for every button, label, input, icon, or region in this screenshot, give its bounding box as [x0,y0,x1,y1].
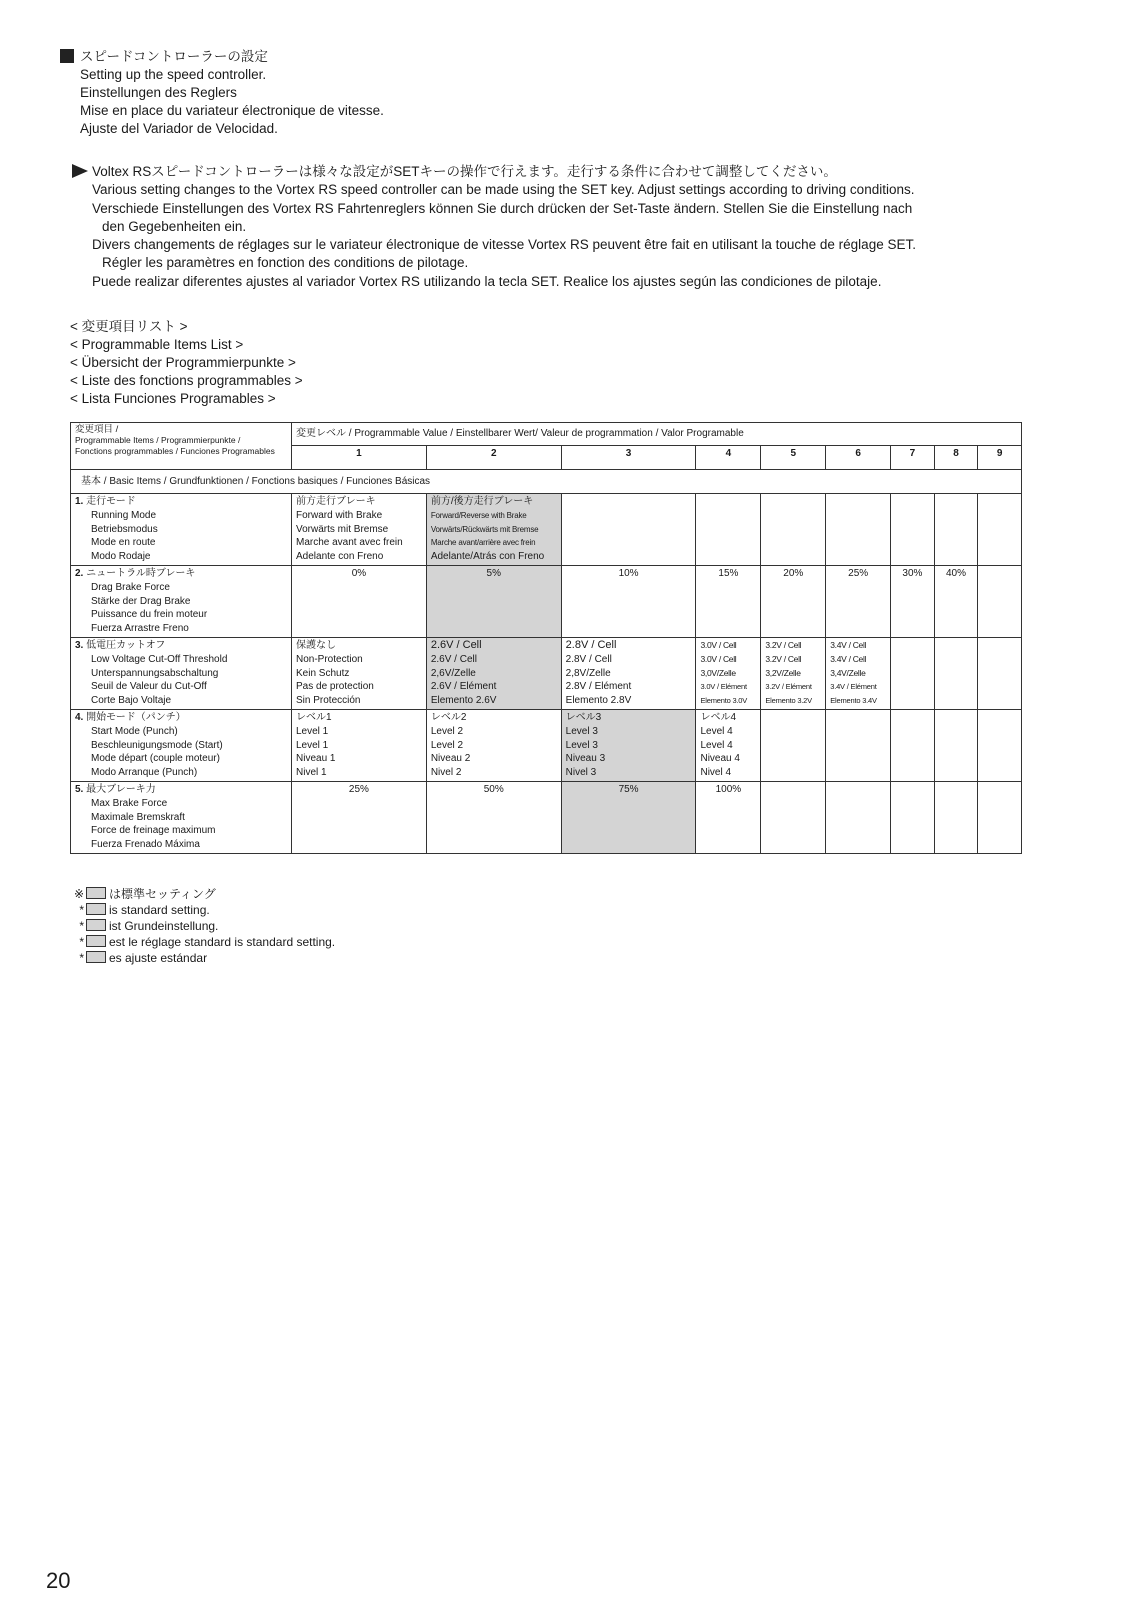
programmable-items-table [70,422,1022,854]
note-en: * is standard setting. [79,903,210,917]
value-cell: 10% [561,565,696,637]
column-number: 7 [891,446,935,470]
header-value-cell: 変更レベル / Programmable Value / Einstellbarer Wert/ Valeur de programmation / Valor Programable [292,423,1022,446]
standard-swatch-icon [86,951,106,963]
value-cell-empty [934,781,978,853]
note-es: * es ajuste estándar [79,951,208,965]
item-max-brake: 5. 最大ブレーキ力 Max Brake Force Maximale Bremskraft Force de freinage maximum Fuerza Frenado Máxima [71,781,292,853]
value-cell-empty [561,494,696,566]
intro-es: Puede realizar diferentes ajustes al variador Vortex RS utilizando la tecla SET. Realice los ajustes según las condiciones de pilotaje. [92,273,882,289]
value-cell: 40% [934,565,978,637]
value-cell: 3.0V / Cell 3.0V / Cell 3,0V/Zelle 3.0V / Elément Elemento 3.0V [696,637,761,709]
value-cell: 前方走行ブレーキ Forward with Brake Vorwärts mit Bremse Marche avant avec frein Adelante con Freno [292,494,427,566]
standard-swatch-icon [86,903,106,915]
value-cell-empty [978,637,1022,709]
column-number: 6 [826,446,891,470]
list-title [70,318,303,408]
intro-fr-cont: Régler les paramètres en fonction des conditions de pilotage. [102,255,469,271]
standard-setting-notes [70,886,335,966]
value-cell-empty [978,781,1022,853]
value-cell: 20% [761,565,826,637]
note-fr: * est le réglage standard is standard setting. [79,935,336,949]
value-cell-empty [761,494,826,566]
standard-swatch-icon [86,887,106,899]
value-cell-empty [826,709,891,781]
table-row [71,781,1022,853]
item-start-mode: 4. 開始モード（パンチ） Start Mode (Punch) Beschleunigungsmode (Start) Mode départ (couple moteur) Modo Arranque (Punch) [71,709,292,781]
value-cell-empty [978,494,1022,566]
item-low-voltage-cutoff: 3. 低電圧カットオフ Low Voltage Cut-Off Threshold Unterspannungsabschaltung Seuil de Valeur du Cut-Off Corte Bajo Voltaje [71,637,292,709]
intro-jp: Voltex RSスピードコントローラーは様々な設定がSETキーの操作で行えます。走行する条件に合わせて調整してください。 [72,163,1092,181]
section-heading [60,48,384,138]
value-cell-standard: レベル3 Level 3 Level 3 Niveau 3 Nivel 3 [561,709,696,781]
value-cell-empty [826,781,891,853]
value-cell: 30% [891,565,935,637]
value-cell: 3.2V / Cell 3.2V / Cell 3,2V/Zelle 3.2V / Elément Elemento 3.2V [761,637,826,709]
value-cell-empty [934,709,978,781]
column-number: 9 [978,446,1022,470]
list-title-jp: < 変更項目リスト > [70,319,188,334]
table-row [71,494,1022,566]
table-row [71,565,1022,637]
value-cell-empty [934,637,978,709]
intro-en: Various setting changes to the Vortex RS speed controller can be made using the SET key. Adjust settings according to driving conditions. [92,182,915,198]
heading-fr: Mise en place du variateur électronique de vitesse. [80,103,384,118]
column-number: 2 [426,446,561,470]
value-cell-standard: 2.6V / Cell 2.6V / Cell 2,6V/Zelle 2.6V / Elément Elemento 2.6V [426,637,561,709]
value-cell-empty [891,494,935,566]
intro-de-cont: den Gegebenheiten ein. [102,218,247,234]
standard-swatch-icon [86,919,106,931]
value-cell-empty [761,709,826,781]
value-cell: 0% [292,565,427,637]
column-number: 4 [696,446,761,470]
heading-jp: スピードコントローラーの設定 [60,48,384,66]
value-cell: 25% [826,565,891,637]
standard-swatch-icon [86,935,106,947]
value-cell-standard: 5% [426,565,561,637]
value-cell: レベル1 Level 1 Level 1 Niveau 1 Nivel 1 [292,709,427,781]
list-title-fr: < Liste des fonctions programmables > [70,373,303,388]
list-title-de: < Übersicht der Programmierpunkte > [70,355,296,370]
note-de: * ist Grundeinstellung. [79,919,219,933]
column-number: 5 [761,446,826,470]
value-cell-standard: 前方/後方走行ブレーキ Forward/Reverse with Brake Vorwärts/Rückwärts mit Bremse Marche avant/arrière avec frein Adelante/Atrás con Freno [426,494,561,566]
intro-fr: Divers changements de réglages sur le variateur électronique de vitesse Vortex RS peuvent être fait en utilisant la touche de réglage SET. [92,237,916,253]
column-number: 1 [292,446,427,470]
value-cell-empty [934,494,978,566]
basic-items-row [71,470,1022,494]
value-cell-empty [978,565,1022,637]
value-cell-empty [978,709,1022,781]
heading-es: Ajuste del Variador de Velocidad. [80,121,278,136]
item-drag-brake: 2. ニュートラル時ブレーキ Drag Brake Force Stärke der Drag Brake Puissance du frein moteur Fuerza Arrastre Freno [71,565,292,637]
value-cell: 15% [696,565,761,637]
value-cell: レベル2 Level 2 Level 2 Niveau 2 Nivel 2 [426,709,561,781]
page-number: 20 [46,1568,71,1593]
item-running-mode: 1. 走行モード Running Mode Betriebsmodus Mode en route Modo Rodaje [71,494,292,566]
value-cell-empty [826,494,891,566]
value-cell-empty [696,494,761,566]
table-row [71,709,1022,781]
value-cell: 3.4V / Cell 3.4V / Cell 3,4V/Zelle 3.4V / Elément Elemento 3.4V [826,637,891,709]
square-bullet-icon [60,49,74,63]
value-cell: 保護なし Non-Protection Kein Schutz Pas de protection Sin Protección [292,637,427,709]
value-cell-standard: 75% [561,781,696,853]
intro-paragraph [72,163,1092,291]
table-header-row [71,423,1022,446]
value-cell: 50% [426,781,561,853]
note-jp: ※ は標準セッティング [73,887,216,901]
value-cell-empty [891,781,935,853]
header-items-cell: 変更項目 / Programmable Items / Programmierpunkte / Fonctions programmables / Funciones Programables [71,423,292,470]
column-number: 3 [561,446,696,470]
value-cell: 2.8V / Cell 2.8V / Cell 2,8V/Zelle 2.8V / Elément Elemento 2.8V [561,637,696,709]
column-number: 8 [934,446,978,470]
basic-items-label: 基本 / Basic Items / Grundfunktionen / Fonctions basiques / Funciones Básicas [71,470,1022,494]
value-cell-empty [891,637,935,709]
value-cell: 25% [292,781,427,853]
table-row [71,637,1022,709]
list-title-en: < Programmable Items List > [70,337,244,352]
value-cell: レベル4 Level 4 Level 4 Niveau 4 Nivel 4 [696,709,761,781]
heading-de: Einstellungen des Reglers [80,85,237,100]
list-title-es: < Lista Funciones Programables > [70,391,276,406]
value-cell-empty [891,709,935,781]
value-cell-empty [761,781,826,853]
heading-en: Setting up the speed controller. [80,67,267,82]
intro-de: Verschiede Einstellungen des Vortex RS Fahrtenreglers können Sie durch drücken der Set-Taste ändern. Stellen Sie die Einstellung nach [92,200,913,216]
value-cell: 100% [696,781,761,853]
triangle-bullet-icon [72,164,88,178]
